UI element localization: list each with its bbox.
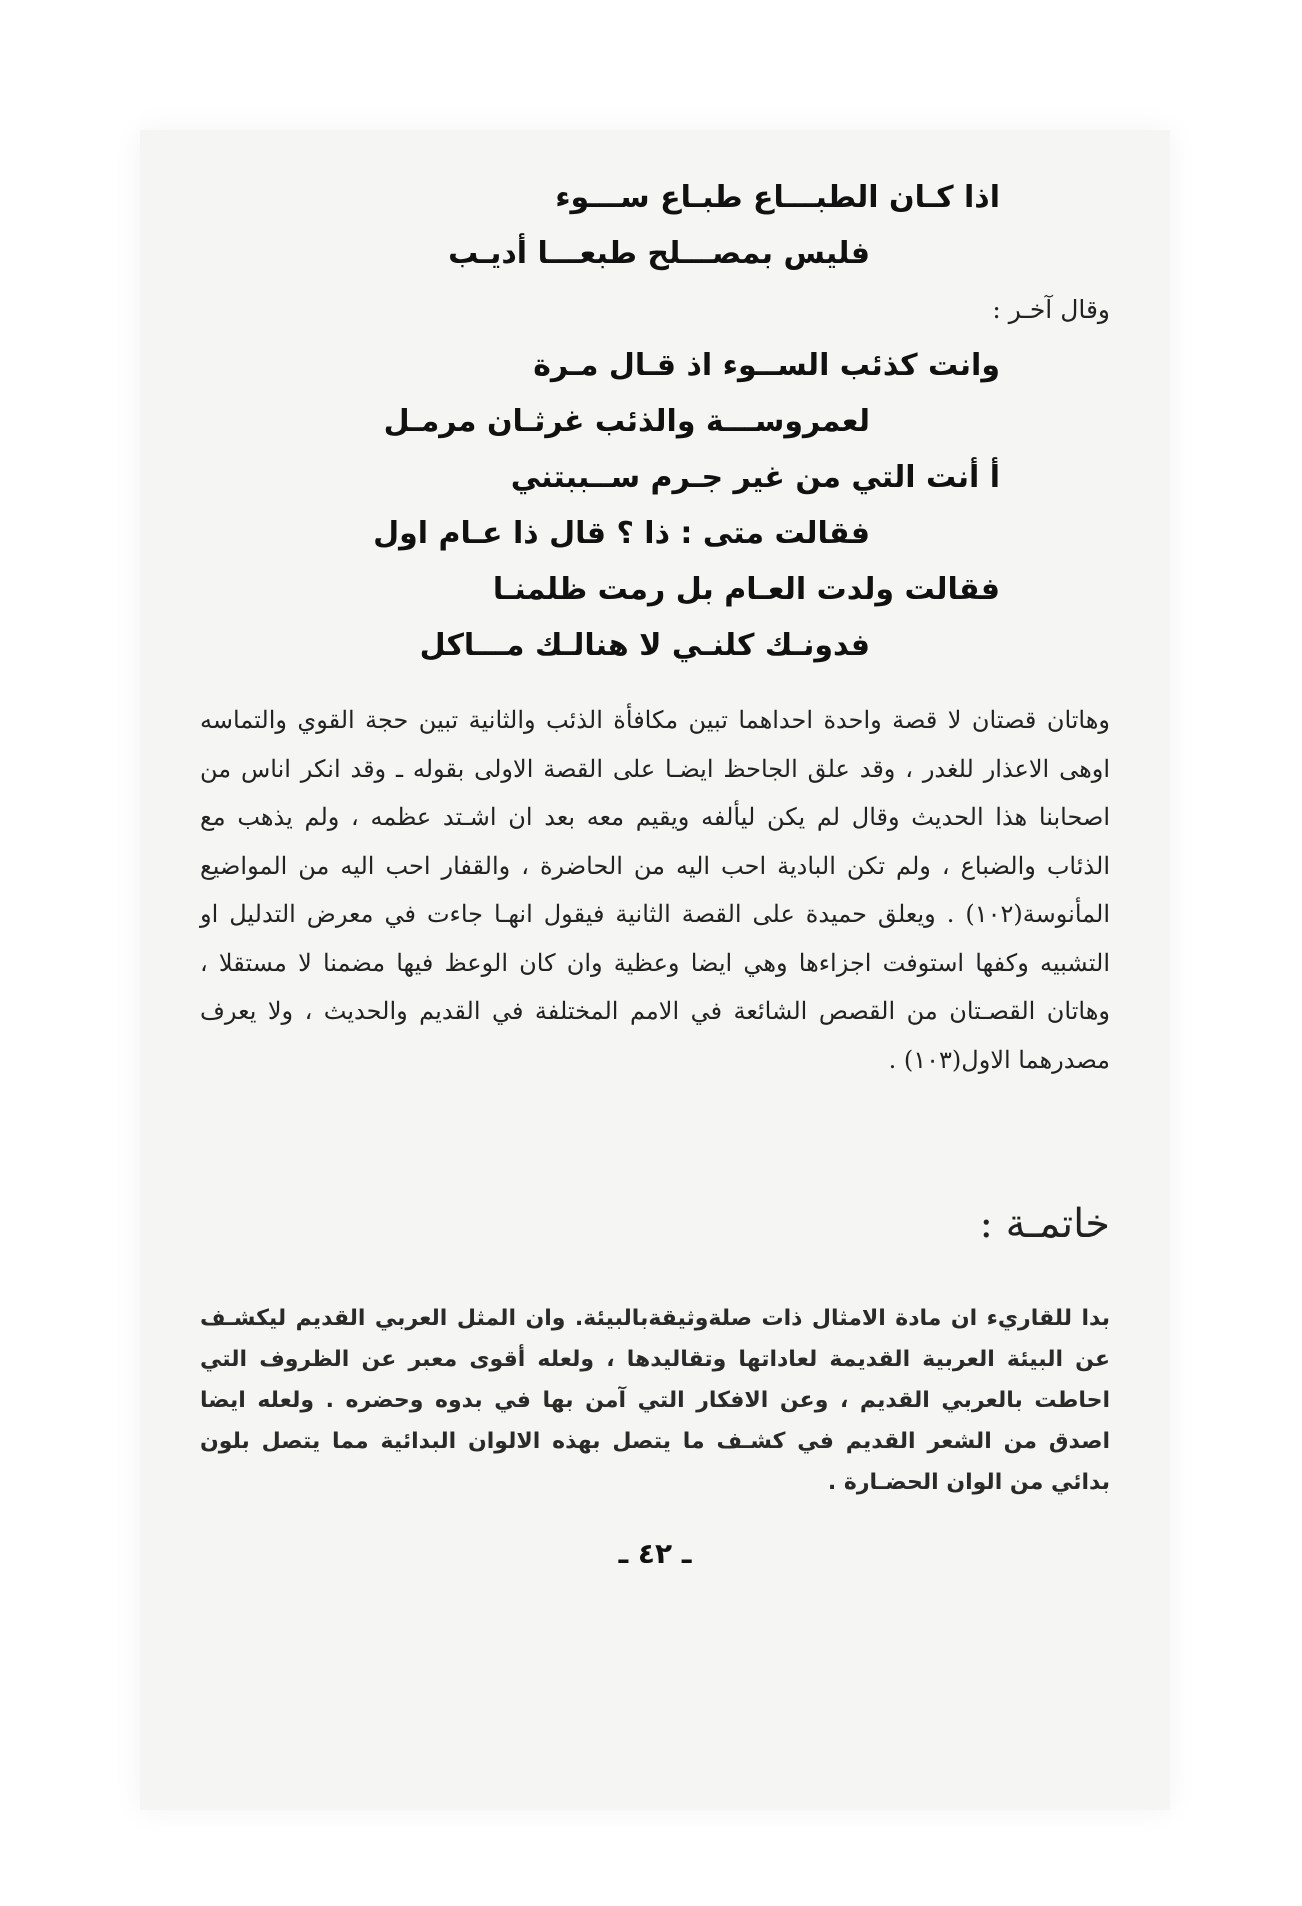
intro-line: وقال آخـر : [992,295,1110,324]
body-paragraph: وهاتان قصتان لا قصة واحدة احداهما تبين مكافأة الذئب والثانية تبين حجة القوي والتماسه اوهى الاعذار للغدر ، وقد علق الجاحظ ايضـا على القصة الاولى بقوله ـ وقد انكر اناس من اصحابنا هذا الحديث وقال لم يكن ليألفه ويقيم معه بعد ان اشـتد عظمه ، ولم يذهب مع الذئاب والضباع ، ولم تكن البادية احب اليه من الحاضرة ، والقفار احب اليه من المواضيع المأنوسة(١٠٢) . ويعلق حميدة على القصة الثانية فيقول انهـا جاءت في معرض التدليل او التشبيه وكفها استوفت اجزاءها وهي ايضا وعظية وان كان الوعظ فيها مضمنا لا مستقلا ، وهاتان القصـتان من القصص الشائعة في الامم المختلفة في القديم والحديث ، ولا يعرف مصدرهما الاول(١٠٣) . [200,706,1110,1074]
verse-line: فقالت متى : ذا ؟ قال ذا عـام اول [373,516,870,551]
verse-line: اذا كـان الطبـــاع طبـاع ســـوء [555,180,1000,215]
verse-line: فدونـك كلنـي لا هنالـك مـــاكل [419,628,870,663]
verse-line: وانت كذئب الســوء اذ قـال مـرة [533,348,1000,383]
book-page [140,130,1170,1810]
verse-line: فقالت ولدت العـام بل رمت ظلمنـا [492,572,1000,607]
verse-line: أ أنت التي من غير جـرم ســببتني [510,460,1000,495]
page-content [200,170,1110,1570]
page-number: ـ ٤٢ ـ [618,1537,692,1570]
verse-line: لعمروســـة والذئب غرثـان مرمـل [383,404,870,439]
section-heading: خاتمـة : [979,1201,1110,1247]
verse-line: فليس بمصـــلح طبعـــا أديـب [448,236,870,271]
conclusion-paragraph: بدا للقاريء ان مادة الامثال ذات صلةوثيقةبالبيئة. وان المثل العربي القديم ليكشـف عن البيئة العربية القديمة لعاداتها وتقاليدها ، ولعله أقوى معبر عن الظروف التي احاطت بالعربي القديم ، وعن الافكار التي آمن بها في بدوه وحضره . ولعله ايضا اصدق من الشعر القديم في كشـف ما يتصل بهذه الالوان البدائية مما يتصل بلون بدائي من الوان الحضـارة . [200,1306,1110,1495]
